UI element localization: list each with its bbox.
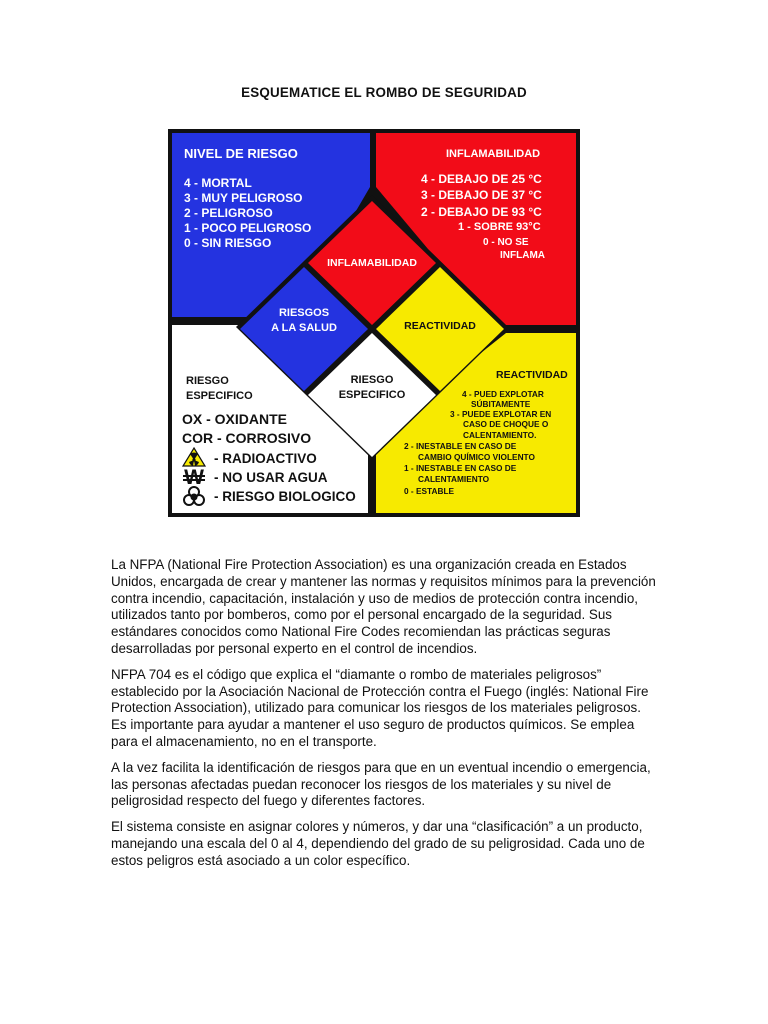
diamond-left-label: RIESGOS xyxy=(278,307,330,319)
flammability-panel-title: INFLAMABILIDAD xyxy=(446,148,541,160)
health-panel-title: NIVEL DE RIESGO xyxy=(184,146,298,161)
special-panel-title: RIESGO xyxy=(186,375,229,387)
flammability-level: INFLAMA xyxy=(500,250,545,261)
reactivity-level: SÚBITAMENTE xyxy=(471,399,531,409)
reactivity-panel-title: REACTIVIDAD xyxy=(496,369,568,381)
flammability-level: 0 - NO SE xyxy=(483,237,529,248)
reactivity-level: 3 - PUEDE EXPLOTAR EN xyxy=(450,409,552,419)
nfpa-diamond-figure xyxy=(168,129,580,517)
diamond-right-label: REACTIVIDAD xyxy=(404,320,476,332)
svg-text:W: W xyxy=(184,466,204,489)
reactivity-level: 0 - ESTABLE xyxy=(404,486,455,496)
body-text xyxy=(111,557,659,879)
reactivity-level: CAMBIO QUÍMICO VIOLENTO xyxy=(418,452,535,462)
paragraph: El sistema consiste en asignar colores y números, y dar una “clasificación” a un producto, manejando una escala del 0 al 4, dependiendo del grado de su peligrosidad. Cada uno de estos peligros está asociado a un color específico. xyxy=(111,819,645,868)
flammability-level: 1 - SOBRE 93°C xyxy=(458,221,541,233)
reactivity-level: 2 - INESTABLE EN CASO DE xyxy=(404,441,517,451)
reactivity-level: CASO DE CHOQUE O xyxy=(463,419,549,429)
paragraph: A la vez facilita la identificación de riesgos para que en un eventual incendio o emergencia, las personas afectadas puedan reconocer los riesgos de los materiales y su nivel de peligrosidad respecto del fuego y diferentes factores. xyxy=(111,759,651,809)
flammability-level: 4 - DEBAJO DE 25 °C xyxy=(421,172,542,186)
page-title: ESQUEMATICE EL ROMBO DE SEGURIDAD xyxy=(241,85,527,100)
reactivity-level: 1 - INESTABLE EN CASO DE xyxy=(404,463,517,473)
symbol-label: - RADIOACTIVO xyxy=(214,451,317,466)
flammability-level: 3 - DEBAJO DE 37 °C xyxy=(421,188,542,202)
reactivity-level: 4 - PUED EXPLOTAR xyxy=(462,389,544,399)
health-level: 2 - PELIGROSO xyxy=(184,206,273,220)
health-level: 3 - MUY PELIGROSO xyxy=(184,191,303,205)
flammability-level: 2 - DEBAJO DE 93 °C xyxy=(421,205,542,219)
symbol-label: - NO USAR AGUA xyxy=(214,470,328,485)
health-level: 1 - POCO PELIGROSO xyxy=(184,221,312,235)
reactivity-level: CALENTAMIENTO. xyxy=(463,430,537,440)
paragraph: La NFPA (National Fire Protection Association) es una organización creada en Estados Unidos, encargada de crear y mantener las normas y requisitos mínimos para la prevención contra incendio, capacitación, instalación y uso de medios de protección contra incendio, utilizados tanto por bomberos, como por el personal encargado de la seguridad. Sus estándares conocidos como National Fire Codes recomiendan las prácticas seguras desarrolladas por personal experto en el control de incendios. xyxy=(111,557,656,656)
health-level: 4 - MORTAL xyxy=(184,176,252,190)
diamond-left-label: A LA SALUD xyxy=(271,322,337,334)
special-code: OX - OXIDANTE xyxy=(182,411,288,427)
paragraph: NFPA 704 es el código que explica el “diamante o rombo de materiales peligrosos” establecido por la Asociación Nacional de Protección contra el Fuego (inglés: National Fire Protection Association), utilizado para comunicar los riesgos de los materiales peligrosos. Es importante para ayudar a mantener el uso seguro de productos químicos. Se emplea para el almacenamiento, no en el transporte. xyxy=(111,666,649,749)
diamond-bottom-label: ESPECIFICO xyxy=(338,389,406,401)
no-water-icon xyxy=(183,466,205,489)
special-code: COR - CORROSIVO xyxy=(182,430,312,446)
diamond-bottom-label: RIESGO xyxy=(350,374,394,386)
symbol-label: - RIESGO BIOLOGICO xyxy=(214,489,356,504)
special-panel-title: ESPECIFICO xyxy=(186,390,253,402)
diamond-top-label: INFLAMABILIDAD xyxy=(327,257,417,269)
health-level: 0 - SIN RIESGO xyxy=(184,236,272,250)
reactivity-level: CALENTAMIENTO xyxy=(418,474,490,484)
